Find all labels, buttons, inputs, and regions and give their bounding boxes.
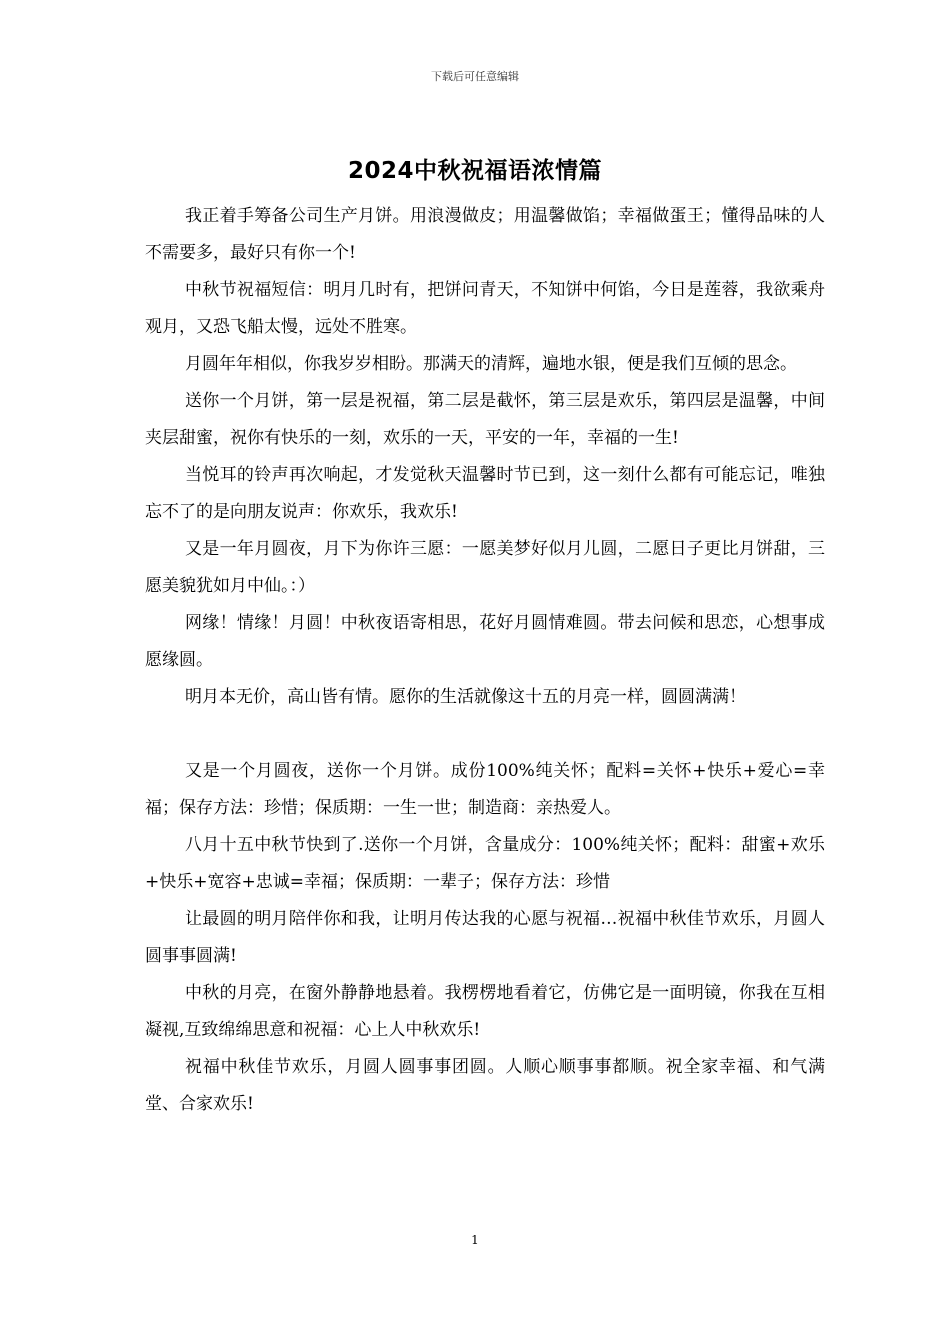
paragraph: 我正着手筹备公司生产月饼。用浪漫做皮；用温馨做馅；幸福做蛋王；懂得品味的人不需要多，最好只有你一个! bbox=[145, 206, 825, 263]
page-header-note: 下载后可任意编辑 bbox=[431, 70, 519, 83]
document-title: 2024中秋祝福语浓情篇 bbox=[347, 158, 602, 184]
paragraph: 明月本无价，高山皆有情。愿你的生活就像这十五的月亮一样，圆圆满满！ bbox=[185, 687, 746, 707]
paragraph: 又是一年月圆夜，月下为你许三愿：一愿美梦好似月儿圆，二愿日子更比月饼甜，三愿美貌犹如月中仙。：） bbox=[145, 539, 825, 596]
paragraph: 送你一个月饼，第一层是祝福，第二层是截怀，第三层是欢乐，第四层是温馨，中间夹层甜蜜，祝你有快乐的一刻，欢乐的一天，平安的一年，幸福的一生! bbox=[145, 391, 825, 448]
paragraph: 八月十五中秋节快到了.送你一个月饼，含量成分：100%纯关怀；配料：甜蜜+欢乐+快乐+宽容+忠诚=幸福；保质期：一辈子；保存方法：珍惜 bbox=[145, 835, 825, 892]
paragraph: 中秋节祝福短信：明月几时有，把饼问青天，不知饼中何馅，今日是莲蓉，我欲乘舟观月，又恐飞船太慢，远处不胜寒。 bbox=[145, 280, 825, 337]
page-number: 1 bbox=[471, 1233, 479, 1247]
paragraph: 祝福中秋佳节欢乐，月圆人圆事事团圆。人顺心顺事事都顺。祝全家幸福、和气满堂、合家欢乐! bbox=[145, 1057, 825, 1114]
paragraph: 让最圆的明月陪伴你和我，让明月传达我的心愿与祝福…祝福中秋佳节欢乐，月圆人圆事事圆满! bbox=[145, 909, 825, 966]
document-body bbox=[145, 198, 825, 1123]
paragraph: 中秋的月亮，在窗外静静地悬着。我楞楞地看着它，仿佛它是一面明镜，你我在互相凝视,互致绵绵思意和祝福：心上人中秋欢乐! bbox=[145, 983, 825, 1040]
paragraph: 网缘！情缘！月圆！中秋夜语寄相思，花好月圆情难圆。带去问候和思恋，心想事成愿缘圆。 bbox=[145, 613, 825, 670]
paragraph: 又是一个月圆夜，送你一个月饼。成份100%纯关怀；配料=关怀+快乐+爱心=幸福；保存方法：珍惜；保质期：一生一世；制造商：亲热爱人。 bbox=[145, 761, 825, 818]
paragraph: 当悦耳的铃声再次响起，才发觉秋天温馨时节已到，这一刻什么都有可能忘记，唯独忘不了的是向朋友说声：你欢乐，我欢乐! bbox=[145, 465, 825, 522]
paragraph: 月圆年年相似，你我岁岁相盼。那满天的清辉，遍地水银，便是我们互倾的思念。 bbox=[185, 354, 797, 374]
